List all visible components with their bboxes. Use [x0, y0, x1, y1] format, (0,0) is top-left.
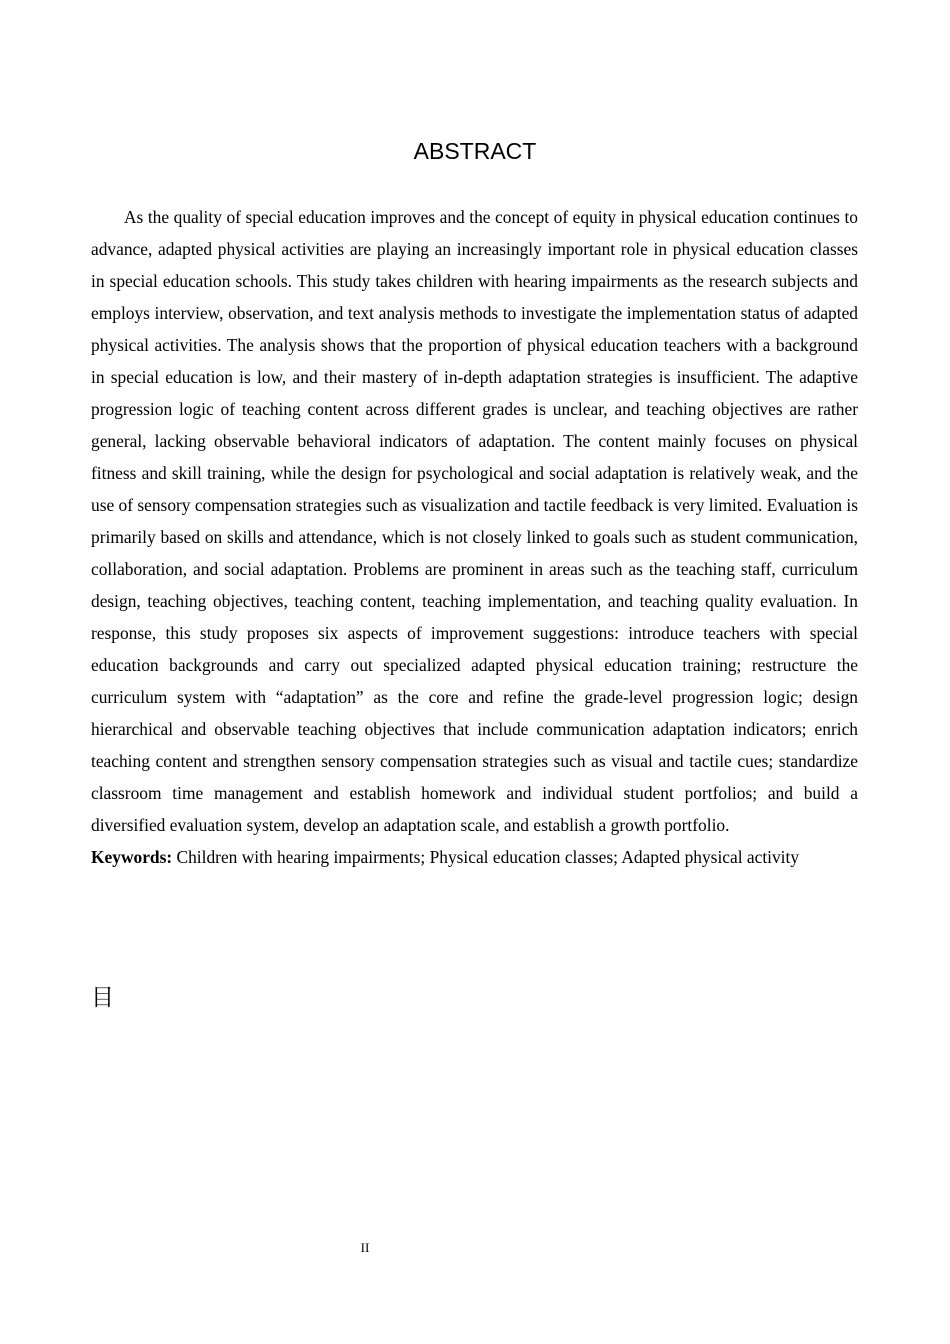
keywords-text: Children with hearing impairments; Physical education classes; Adapted physical activity: [172, 847, 800, 867]
abstract-body: [91, 201, 858, 873]
toc-heading: 目: [91, 985, 114, 1011]
keywords-label: Keywords:: [91, 847, 173, 867]
abstract-paragraph: As the quality of special education improves and the concept of equity in physical education continues to advance, adapted physical activities are playing an increasingly important role in physical education classes in special education schools. This study takes children with hearing impairments as the research subjects and employs interview, observation, and text analysis methods to investigate the implementation status of adapted physical activities. The analysis shows that the proportion of physical education teachers with a background in special education is low, and their mastery of in-depth adaptation strategies is insufficient. The adaptive progression logic of teaching content across different grades is unclear, and teaching objectives are rather general, lacking observable behavioral indicators of adaptation. The content mainly focuses on physical fitness and skill training, while the design for psychological and social adaptation is relatively weak, and the use of sensory compensation strategies such as visualization and tactile feedback is very limited. Evaluation is primarily based on skills and attendance, which is not closely linked to goals such as student communication, collaboration, and social adaptation. Problems are prominent in areas such as the teaching staff, curriculum design, teaching objectives, teaching content, teaching implementation, and teaching quality evaluation. In response, this study proposes six aspects of improvement suggestions: introduce teachers with special education backgrounds and carry out specialized adapted physical education training; restructure the curriculum system with “adaptation” as the core and refine the grade-level progression logic; design hierarchical and observable teaching objectives that include communication adaptation indicators; enrich teaching content and strengthen sensory compensation strategies such as visual and tactile cues; standardize classroom time management and establish homework and individual student portfolios; and build a diversified evaluation system, develop an adaptation scale, and establish a growth portfolio.: [91, 207, 858, 835]
abstract-title: ABSTRACT: [413, 138, 537, 164]
keywords-paragraph: [91, 841, 858, 873]
page-number: II: [360, 1240, 370, 1255]
